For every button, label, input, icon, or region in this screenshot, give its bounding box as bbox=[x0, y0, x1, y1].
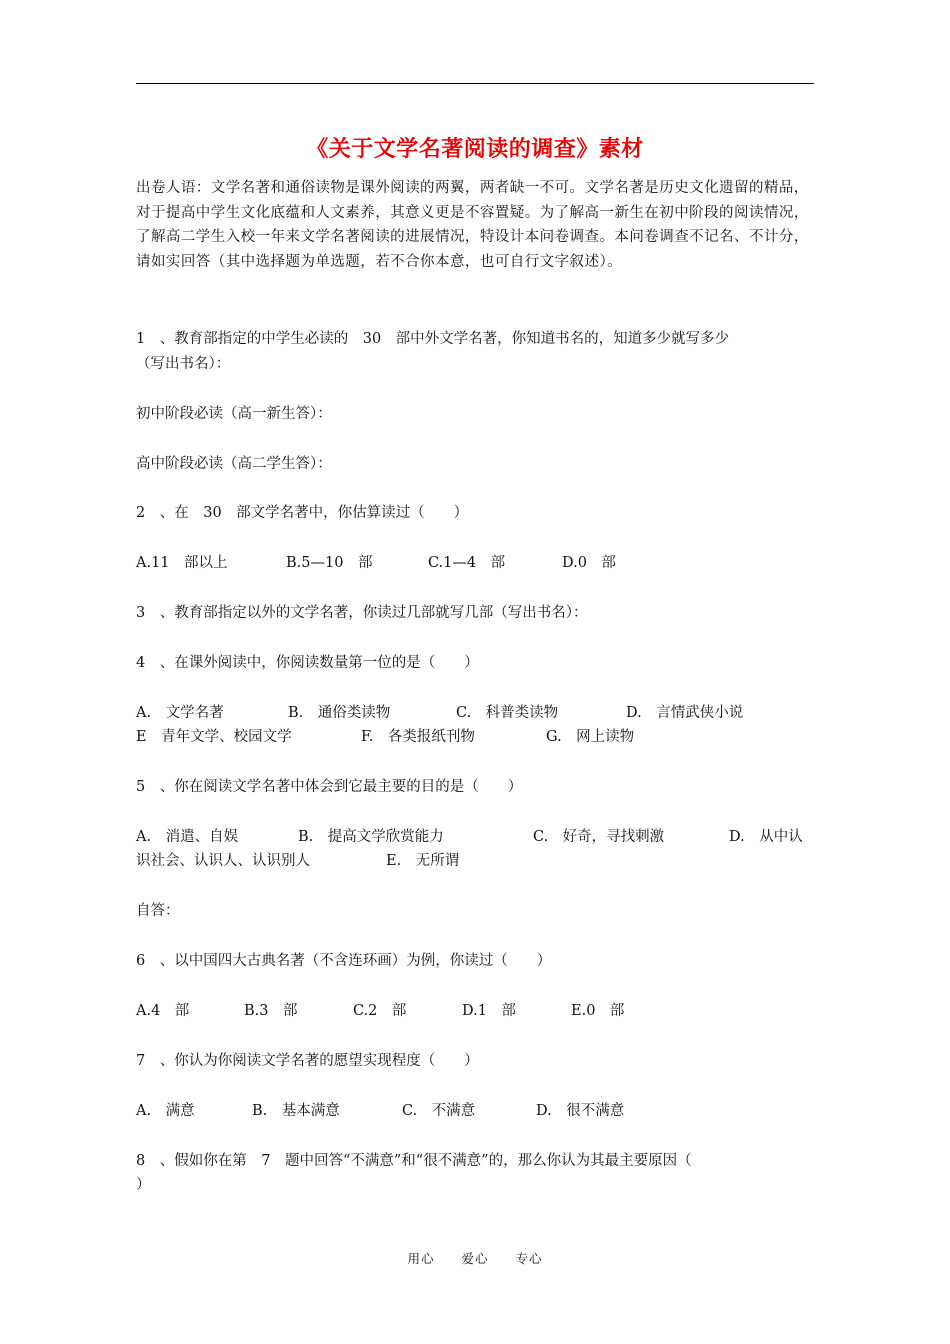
question-3: 3 、教育部指定以外的文学名著，你读过几部就写几部（写出书名）： bbox=[136, 605, 588, 621]
question-2-options bbox=[136, 551, 826, 572]
q4-option-g: G. 网上读物 bbox=[546, 729, 635, 745]
q2-option-d: D.0 部 bbox=[562, 555, 616, 571]
question-4-options-row-2 bbox=[136, 725, 826, 746]
q7-option-d: D. 很不满意 bbox=[536, 1103, 625, 1119]
intro-paragraph: 出卷人语：文学名著和通俗读物是课外阅读的两翼，两者缺一不可。文学名著是历史文化遗留的精品，对于提高中学生文化底蕴和人文素养，其意义更是不容置疑。为了解高一新生在初中阶段的阅读情况，了解高二学生入校一年来文学名著阅读的进展情况，特设计本问卷调查。本问卷调查不记名、不计分，请如实回答（其中选择题为单选题，若不合你本意，也可自行文字叙述）。 bbox=[136, 180, 809, 270]
question-4-options-row-1 bbox=[136, 701, 826, 722]
q2-option-a: A.11 部以上 bbox=[136, 555, 228, 571]
q7-option-c: C. 不满意 bbox=[402, 1103, 476, 1119]
q7-option-b: B. 基本满意 bbox=[252, 1103, 340, 1119]
q4-option-d: D. 言情武侠小说 bbox=[626, 705, 744, 721]
q6-option-c: C.2 部 bbox=[353, 1003, 407, 1019]
question-8-line-1: 8 、假如你在第 7 题中回答“不满意”和“很不满意”的，那么你认为其最主要原因（ bbox=[136, 1153, 692, 1169]
question-5-options-row-2 bbox=[136, 849, 826, 870]
question-1a-prompt: 初中阶段必读（高一新生答）： bbox=[136, 406, 332, 422]
question-6-options bbox=[136, 999, 826, 1020]
q4-option-b: B. 通俗类读物 bbox=[288, 705, 391, 721]
q6-option-b: B.3 部 bbox=[244, 1003, 298, 1019]
question-1-line-1: 1 、教育部指定的中学生必读的 30 部中外文学名著，你知道书名的，知道多少就写多少 bbox=[136, 331, 730, 347]
q6-option-a: A.4 部 bbox=[136, 1003, 190, 1019]
q5-option-b: B. 提高文学欣赏能力 bbox=[298, 829, 444, 845]
question-2: 2 、在 30 部文学名著中，你估算读过（ ） bbox=[136, 505, 469, 521]
question-1b-prompt: 高中阶段必读（高二学生答）： bbox=[136, 456, 332, 472]
q6-option-e: E.0 部 bbox=[571, 1003, 625, 1019]
page-title: 《关于文学名著阅读的调查》素材 bbox=[306, 137, 644, 162]
q2-option-b: B.5—10 部 bbox=[286, 555, 373, 571]
question-5: 5 、你在阅读文学名著中体会到它最主要的目的是（ ） bbox=[136, 779, 523, 795]
q4-option-f: F. 各类报纸刊物 bbox=[361, 729, 475, 745]
q4-option-e: E 青年文学、校园文学 bbox=[136, 729, 292, 745]
question-8-line-2: ） bbox=[136, 1177, 151, 1193]
page-footer: 用心 爱心 专心 bbox=[407, 1251, 543, 1266]
q5-option-e: E. 无所谓 bbox=[386, 853, 460, 869]
q4-option-c: C. 科普类读物 bbox=[456, 705, 559, 721]
question-7: 7 、你认为你阅读文学名著的愿望实现程度（ ） bbox=[136, 1053, 479, 1069]
q7-option-a: A. 满意 bbox=[136, 1103, 195, 1119]
q5-option-a: A. 消遣、自娱 bbox=[136, 829, 239, 845]
q6-option-d: D.1 部 bbox=[462, 1003, 516, 1019]
q5-option-d-continued: 识社会、认识人、认识别人 bbox=[136, 853, 310, 869]
header-rule bbox=[136, 83, 814, 84]
q5-option-d: D. 从中认 bbox=[729, 829, 803, 845]
question-7-options bbox=[136, 1099, 826, 1120]
question-4: 4 、在课外阅读中，你阅读数量第一位的是（ ） bbox=[136, 655, 479, 671]
q4-option-a: A. 文学名著 bbox=[136, 705, 224, 721]
self-answer-prompt: 自答： bbox=[136, 903, 180, 919]
question-6: 6 、以中国四大古典名著（不含连环画）为例，你读过（ ） bbox=[136, 953, 552, 969]
q2-option-c: C.1—4 部 bbox=[428, 555, 506, 571]
question-1-line-2: （写出书名）： bbox=[136, 356, 231, 372]
question-5-options-row-1 bbox=[136, 825, 826, 846]
q5-option-c: C. 好奇，寻找刺激 bbox=[533, 829, 665, 845]
